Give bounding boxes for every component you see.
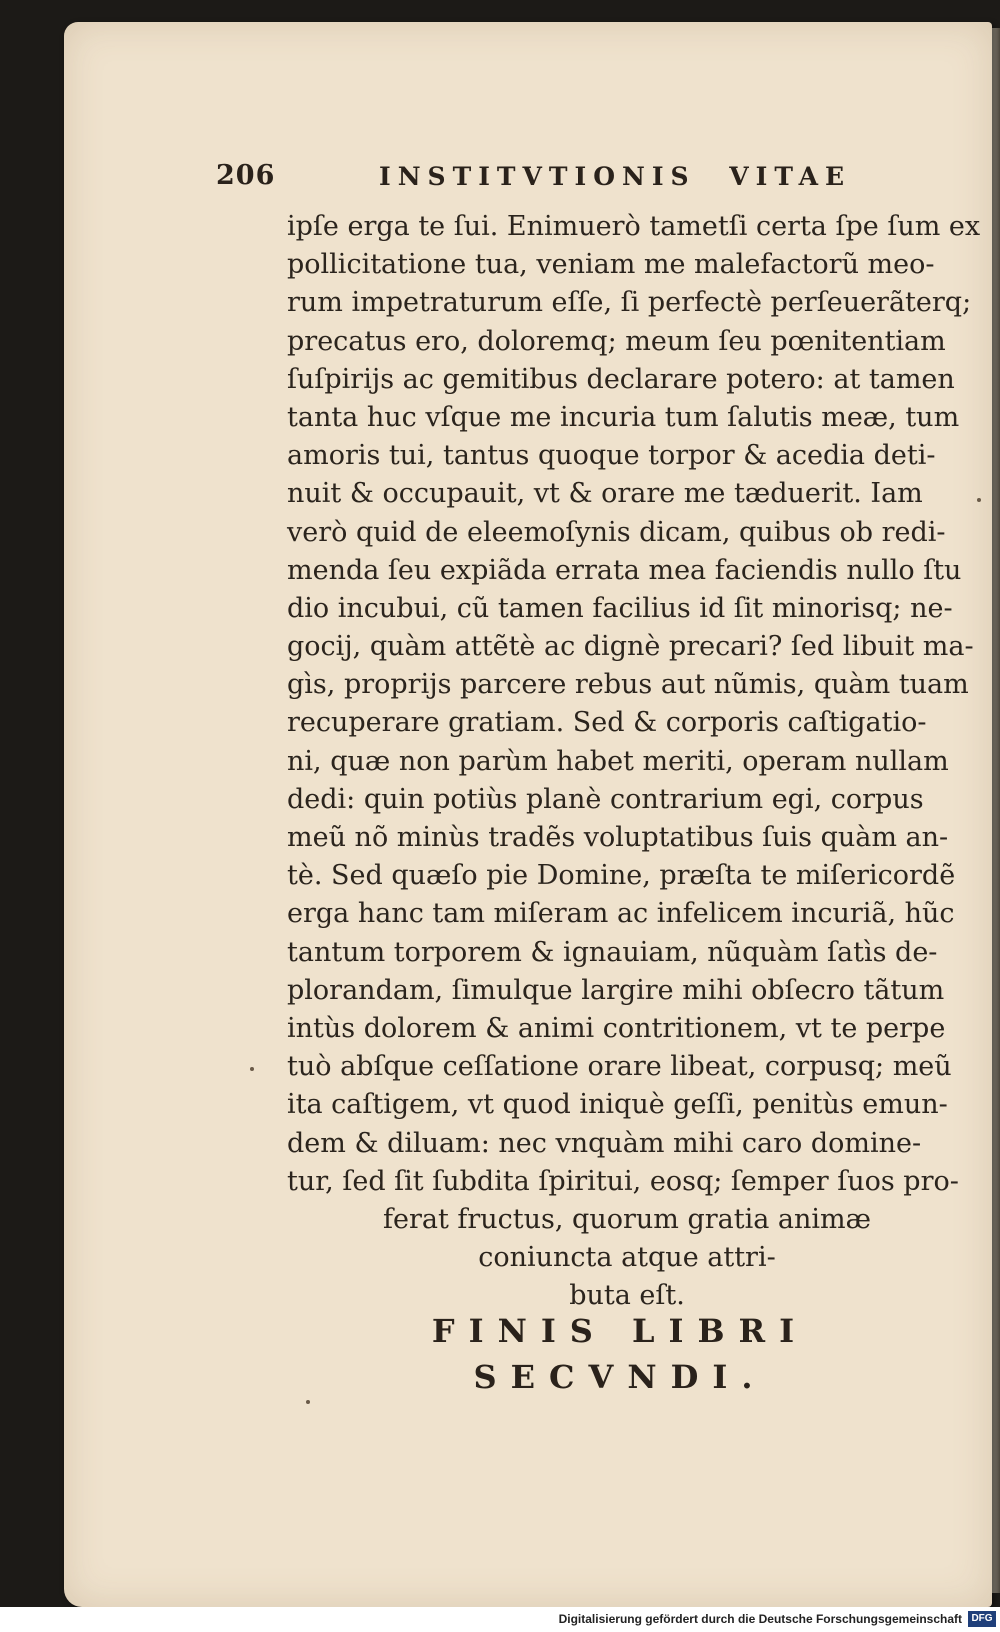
finis-line-1: FINIS LIBRI xyxy=(431,1312,809,1350)
digitization-footer xyxy=(0,1607,1000,1632)
ink-speck xyxy=(306,1400,310,1404)
text-line: dio incubui, cũ tamen facilius id ſit minorisq; ne- xyxy=(287,592,953,624)
running-head xyxy=(216,160,896,200)
ink-speck xyxy=(250,1067,254,1071)
text-line: precatus ero, doloremq; meum ſeu pœnitentiam xyxy=(287,325,946,357)
text-line: rum impetraturum eſſe, ſi perfectè perſeuerãterq; xyxy=(287,287,972,319)
text-line: nuit & occupauit, vt & orare me tæduerit. Iam xyxy=(287,478,923,510)
page-number: 206 xyxy=(216,160,276,191)
ink-speck xyxy=(977,498,981,502)
text-line: tantum torporem & ignauiam, nũquàm ſatìs de- xyxy=(287,936,938,968)
text-line: ita caſtigem, vt quod iniquè geſſi, penitùs emun- xyxy=(287,1089,948,1121)
digitization-credit: Digitalisierung gefördert durch die Deutsche Forschungsgemeinschaft xyxy=(558,1612,962,1626)
text-line: intùs dolorem & animi contritionem, vt te perpe xyxy=(287,1012,946,1044)
closing-line: coniuncta atque attri- xyxy=(478,1242,776,1274)
text-line: tè. Sed quæſo pie Domine, præſta te miſericordẽ xyxy=(287,860,956,892)
text-line: tur, ſed ſit ſubdita ſpiritui, eosq; ſemper ſuos pro- xyxy=(287,1165,959,1197)
text-line: tuò abſque ceſſatione orare libeat, corpusq; meũ xyxy=(287,1051,952,1083)
text-line: plorandam, ſimulque largire mihi obſecro tãtum xyxy=(287,974,945,1006)
text-line: dem & diluam: nec vnquàm mihi caro domine- xyxy=(287,1127,922,1159)
text-line: menda ſeu expiãda errata mea faciendis nullo ſtu xyxy=(287,554,962,586)
text-line: meũ nõ minùs tradẽs voluptatibus ſuis quàm an- xyxy=(287,822,949,853)
text-line: tanta huc vſque me incuria tum ſalutis meæ, tum xyxy=(287,401,960,433)
text-line: amoris tui, tantus quoque torpor & acedia deti- xyxy=(287,440,936,472)
running-title: INSTITVTIONIS VITAE xyxy=(379,162,852,191)
closing-line: buta eſt. xyxy=(569,1280,685,1312)
text-line: ſuſpirijs ac gemitibus declarare potero: at tamen xyxy=(287,363,955,395)
finis-block xyxy=(300,1308,940,1400)
text-line: erga hanc tam miſeram ac infelicem incuriã, hũc xyxy=(287,898,955,930)
dfg-logo-icon: DFG xyxy=(968,1611,996,1627)
closing-line: ferat fructus, quorum gratia animæ xyxy=(382,1203,872,1235)
finis-line-2: SECVNDI. xyxy=(473,1358,767,1396)
text-line: gìs, proprijs parcere rebus aut nũmis, quàm tuam xyxy=(287,669,969,701)
text-line: verò quid de eleemoſynis dicam, quibus ob redi- xyxy=(287,516,946,548)
text-line: pollicitatione tua, veniam me malefactorũ meo- xyxy=(287,249,935,281)
text-line: gocij, quàm attẽtè ac dignè precari? ſed libuit ma- xyxy=(287,631,974,663)
text-line: recuperare gratiam. Sed & corporis caſtigatio- xyxy=(287,707,927,739)
text-line: ni, quæ non parùm habet meriti, operam nullam xyxy=(287,745,949,777)
body-text xyxy=(287,208,981,1315)
text-line: ipſe erga te ſui. Enimuerò tametſi certa ſpe ſum ex xyxy=(287,211,981,242)
text-line: dedi: quin potiùs planè contrarium egi, corpus xyxy=(287,783,924,815)
